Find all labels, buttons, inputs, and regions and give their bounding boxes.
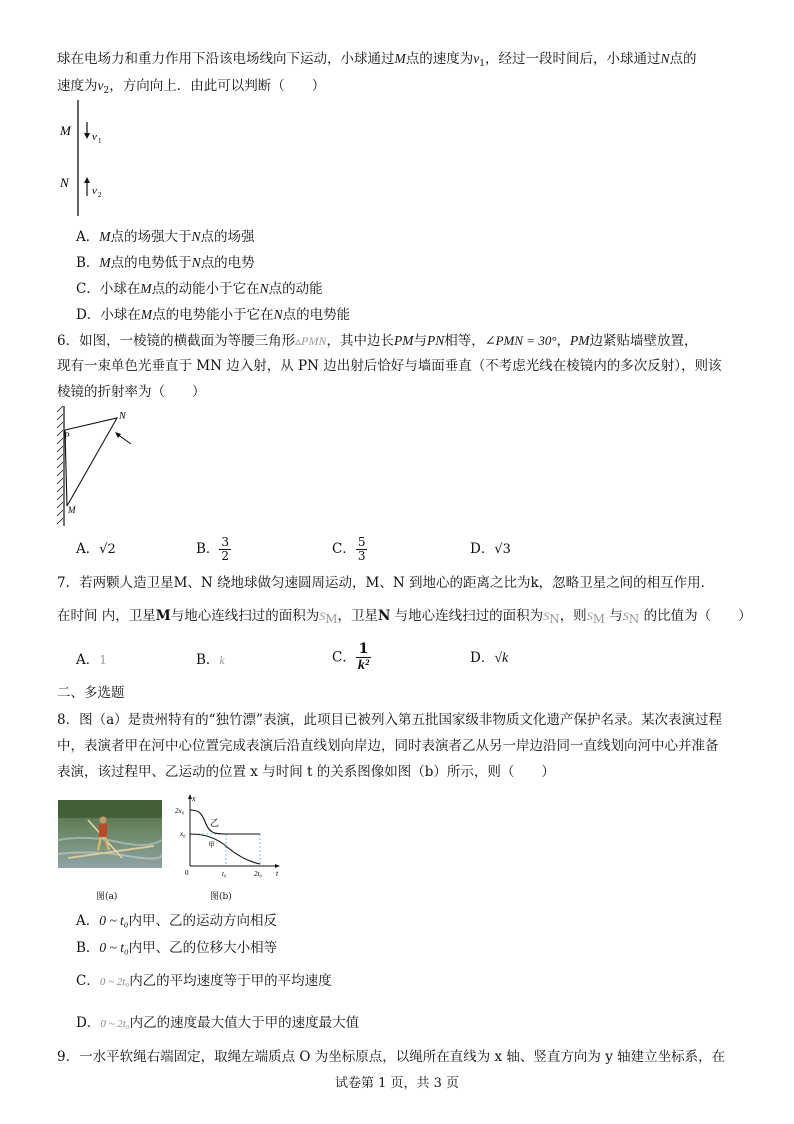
riverbank bbox=[58, 800, 162, 818]
fig-label-v1: v bbox=[92, 131, 97, 143]
prism-side-pm bbox=[65, 430, 67, 506]
subscript: 1 bbox=[479, 59, 485, 69]
q5-option-c[interactable] bbox=[76, 282, 323, 297]
area-sn: S bbox=[622, 609, 629, 623]
denominator: k² bbox=[357, 658, 370, 674]
side-pm: PM bbox=[393, 333, 414, 348]
option-text: 点的电势 bbox=[200, 255, 255, 271]
area-sn-sub: N bbox=[549, 612, 560, 626]
curve-label-jia: 甲 bbox=[208, 841, 215, 849]
fig-label-n: N bbox=[60, 175, 69, 190]
time-range: 0 ~ t₀ bbox=[99, 940, 129, 955]
option-text: 内甲、乙的运动方向相反 bbox=[128, 913, 277, 929]
q6-option-b[interactable] bbox=[196, 536, 231, 563]
option-value: 1 bbox=[99, 653, 107, 667]
numerator: 1 bbox=[356, 642, 371, 658]
fig-label-v2-sub: 2 bbox=[98, 191, 102, 199]
q6-text: 棱镜的折射率为（ ） bbox=[57, 384, 206, 400]
page-footer bbox=[0, 1077, 794, 1090]
intro-text: ，经过一段时间后，小球通过 bbox=[484, 51, 661, 67]
q6-option-d[interactable] bbox=[470, 543, 511, 557]
option-letter: D． bbox=[470, 541, 495, 557]
option-letter: A． bbox=[76, 541, 100, 557]
q8-line-2 bbox=[57, 740, 719, 754]
area-sm-sub: M bbox=[592, 612, 605, 626]
option-text: 小球在 bbox=[100, 307, 141, 323]
intro-text: 点的速度为 bbox=[405, 51, 474, 67]
area-sn-sub: N bbox=[628, 612, 640, 626]
q6-line-3 bbox=[57, 386, 206, 400]
q8-option-b[interactable] bbox=[76, 941, 277, 956]
option-text: 内乙的平均速度等于甲的平均速度 bbox=[129, 973, 332, 989]
q6-line-1 bbox=[57, 334, 698, 349]
q8-line-3 bbox=[57, 766, 555, 780]
option-letter: A． bbox=[76, 913, 100, 929]
option-letter: C． bbox=[332, 649, 356, 666]
option-symbol: M bbox=[99, 255, 111, 270]
point-m-label: M bbox=[394, 51, 406, 66]
intro-line-2 bbox=[57, 79, 325, 96]
option-text: 点的场强大于 bbox=[110, 229, 192, 245]
q7-option-c[interactable] bbox=[332, 642, 371, 674]
denominator: 2 bbox=[221, 549, 230, 564]
prism-label-p: P bbox=[64, 431, 70, 441]
q7-text: 与地心连线扫过的面积为 bbox=[390, 608, 544, 624]
q6-option-c[interactable] bbox=[332, 536, 367, 563]
wall-hatching bbox=[57, 406, 63, 524]
option-letter: D． bbox=[76, 307, 101, 323]
tick-label-origin: 0 bbox=[185, 869, 189, 877]
axis-label-x: x bbox=[192, 794, 196, 803]
option-text: 点的电势能小于它在 bbox=[152, 307, 274, 323]
q6-text: 相等， bbox=[444, 333, 485, 349]
intro-text: ，方向向上．由此可以判断（ ） bbox=[109, 78, 326, 94]
fig-b-caption bbox=[210, 893, 232, 902]
q7-option-d[interactable] bbox=[470, 652, 508, 666]
bamboo-drifting-photo bbox=[58, 800, 162, 868]
intro-text: 球在电场力和重力作用下沿该电场线向下运动，小球通过 bbox=[57, 51, 395, 67]
option-text: 内乙的速度最大值大于甲的速度最大值 bbox=[129, 1015, 360, 1031]
time-range: 0 ~ 2t₀ bbox=[100, 1018, 130, 1030]
q5-option-a[interactable] bbox=[76, 230, 255, 245]
fraction bbox=[356, 536, 368, 563]
satellite-n: N bbox=[378, 608, 391, 624]
option-text: 点的电势低于 bbox=[110, 255, 192, 271]
q7-text: ，则 bbox=[559, 608, 587, 624]
option-letter: C． bbox=[76, 973, 100, 989]
fig-label-v2: v bbox=[92, 185, 97, 197]
numerator: 3 bbox=[221, 535, 230, 549]
option-text: 点的动能小于它在 bbox=[151, 281, 260, 297]
section-title: 二、多选题 bbox=[57, 685, 125, 701]
q7-option-a[interactable] bbox=[76, 654, 107, 668]
intro-text: 点的 bbox=[669, 51, 697, 67]
q7-text: ，卫星 bbox=[337, 608, 379, 624]
subscript: 2 bbox=[103, 86, 110, 96]
time-range: 0 ~ 2t₀ bbox=[99, 976, 130, 988]
option-symbol: N bbox=[259, 281, 269, 296]
velocity-symbol: v bbox=[97, 78, 104, 93]
option-text: 点的动能 bbox=[268, 281, 323, 297]
option-symbol: M bbox=[99, 229, 111, 244]
q5-option-b[interactable] bbox=[76, 256, 255, 271]
fig-a-caption bbox=[96, 893, 117, 902]
angle-expression: ∠PMN = 30° bbox=[484, 333, 557, 348]
option-letter: B． bbox=[76, 940, 100, 956]
prism-label-n: N bbox=[119, 411, 126, 422]
position-time-graph bbox=[172, 792, 284, 878]
area-sn: S bbox=[543, 609, 550, 623]
option-text: 内甲、乙的位移大小相等 bbox=[128, 940, 278, 956]
option-letter: C． bbox=[332, 541, 356, 558]
fraction bbox=[356, 642, 371, 674]
performer-head bbox=[100, 817, 107, 824]
option-value: √k bbox=[494, 651, 509, 666]
fraction bbox=[219, 536, 231, 563]
q7-text: 在时间 内，卫星 bbox=[57, 608, 156, 624]
tick-label-2x0: 2x₀ bbox=[175, 807, 185, 815]
area-sm-sub: M bbox=[325, 612, 338, 626]
q7-line-2 bbox=[57, 610, 752, 625]
page-number-text: 试卷第 1 页，共 3 页 bbox=[334, 1076, 460, 1091]
q6-option-a[interactable] bbox=[76, 543, 116, 557]
caption-text: 图(b) bbox=[210, 892, 232, 902]
option-value: √3 bbox=[494, 542, 511, 557]
point-n-label: N bbox=[660, 51, 670, 66]
option-symbol: M bbox=[140, 281, 152, 296]
option-letter: D． bbox=[76, 1015, 101, 1031]
side-pn: PN bbox=[426, 333, 445, 348]
q7-text: 的比值为（ ） bbox=[639, 608, 752, 624]
q6-text: ， bbox=[556, 333, 571, 349]
caption-text: 图(a) bbox=[96, 892, 118, 902]
option-letter: C． bbox=[76, 281, 100, 297]
arrow-up-head bbox=[84, 177, 90, 183]
option-text: 点的场强 bbox=[200, 229, 255, 245]
q8-line-1 bbox=[57, 714, 722, 728]
option-value: k bbox=[219, 653, 225, 667]
field-line-figure bbox=[55, 100, 115, 218]
q8-option-d[interactable] bbox=[76, 1017, 359, 1031]
denominator: 3 bbox=[357, 549, 366, 564]
option-symbol: N bbox=[191, 229, 201, 244]
q8-option-c[interactable] bbox=[76, 975, 332, 989]
fig-label-m: M bbox=[60, 123, 71, 138]
side-pm: PM bbox=[570, 333, 590, 348]
performer-body bbox=[99, 824, 107, 837]
option-letter: B． bbox=[196, 652, 220, 668]
triangle-symbol: ▵PMN bbox=[295, 334, 327, 348]
q8-option-a[interactable] bbox=[76, 914, 277, 929]
incident-arrow-head bbox=[115, 432, 121, 438]
option-symbol: N bbox=[273, 307, 283, 322]
satellite-m: M bbox=[155, 608, 171, 624]
area-sm: S bbox=[586, 609, 593, 623]
q6-text: 现有一束单色光垂直于 MN 边入射，从 PN 边出射后恰好与墙面垂直（不考虑光线在棱镜内的多次反射），则该 bbox=[57, 358, 722, 374]
option-value: √2 bbox=[99, 542, 116, 557]
prism-label-m: M bbox=[68, 505, 76, 515]
tick-label-t0: t₀ bbox=[222, 870, 227, 878]
intro-text: 速度为 bbox=[57, 78, 98, 94]
q7-text: 7．若两颗人造卫星M、N 绕地球做匀速圆周运动，M、N 到地心的距离之比为k，忽略卫星之间的相互作用． bbox=[57, 575, 715, 591]
intro-line-1 bbox=[57, 52, 697, 69]
option-text: 点的电势能 bbox=[282, 307, 351, 323]
section-heading-multi-choice bbox=[57, 687, 125, 701]
q6-text: ，其中边长 bbox=[326, 333, 394, 349]
q9-text: 9．一水平软绳右端固定，取绳左端质点 O 为坐标原点，以绳所在直线为 x 轴、竖直方向为 y 轴建立坐标系，在 bbox=[57, 1049, 726, 1065]
q8-text: 中，表演者甲在河中心位置完成表演后沿直线划向岸边，同时表演者乙从另一岸边沿同一直线划向河中心并准备 bbox=[57, 738, 719, 754]
q6-text: 边紧贴墙壁放置， bbox=[589, 333, 698, 349]
prism-outline bbox=[65, 418, 117, 506]
axis-label-t: t bbox=[276, 869, 279, 878]
q6-line-2 bbox=[57, 360, 721, 374]
q7-line-1 bbox=[57, 577, 714, 591]
q9-line-1 bbox=[57, 1051, 725, 1065]
velocity-symbol: v bbox=[473, 51, 480, 66]
option-symbol: N bbox=[191, 255, 201, 270]
q5-option-d[interactable] bbox=[76, 308, 350, 323]
option-symbol: M bbox=[140, 307, 153, 322]
option-letter: D． bbox=[470, 650, 495, 666]
q8-text: 8．图（a）是贵州特有的“独竹漂”表演，此项目已被列入第五批国家级非物质文化遗产保护名录。某次表演过程 bbox=[57, 712, 722, 728]
option-letter: B． bbox=[76, 255, 100, 271]
numerator: 5 bbox=[357, 535, 366, 549]
time-range: 0 ~ t₀ bbox=[99, 913, 129, 928]
q8-text: 表演，该过程甲、乙运动的位置 x 与时间 t 的关系图像如图（b）所示，则（ ） bbox=[57, 764, 555, 780]
option-letter: A． bbox=[76, 229, 100, 245]
option-text: 小球在 bbox=[99, 281, 141, 297]
curve-jia bbox=[190, 834, 260, 864]
curve-label-yi: 乙 bbox=[210, 818, 220, 828]
q7-option-b[interactable] bbox=[196, 654, 225, 668]
option-letter: A． bbox=[76, 652, 100, 668]
curve-yi bbox=[190, 810, 260, 834]
prism-figure bbox=[55, 404, 145, 528]
tick-label-2t0: 2t₀ bbox=[254, 870, 262, 878]
q6-text: 6．如图，一棱镜的横截面为等腰三角形 bbox=[57, 333, 296, 349]
x-axis-arrow bbox=[275, 864, 280, 868]
tick-label-x0: x₀ bbox=[180, 830, 186, 838]
arrow-down-head bbox=[84, 133, 90, 139]
q7-text: 与 bbox=[604, 608, 623, 624]
area-sm: S bbox=[319, 609, 326, 623]
option-letter: B． bbox=[196, 541, 220, 558]
fig-label-v1-sub: 1 bbox=[98, 137, 102, 145]
q6-text: 与 bbox=[413, 333, 427, 349]
q7-text: 与地心连线扫过的面积为 bbox=[170, 608, 320, 624]
